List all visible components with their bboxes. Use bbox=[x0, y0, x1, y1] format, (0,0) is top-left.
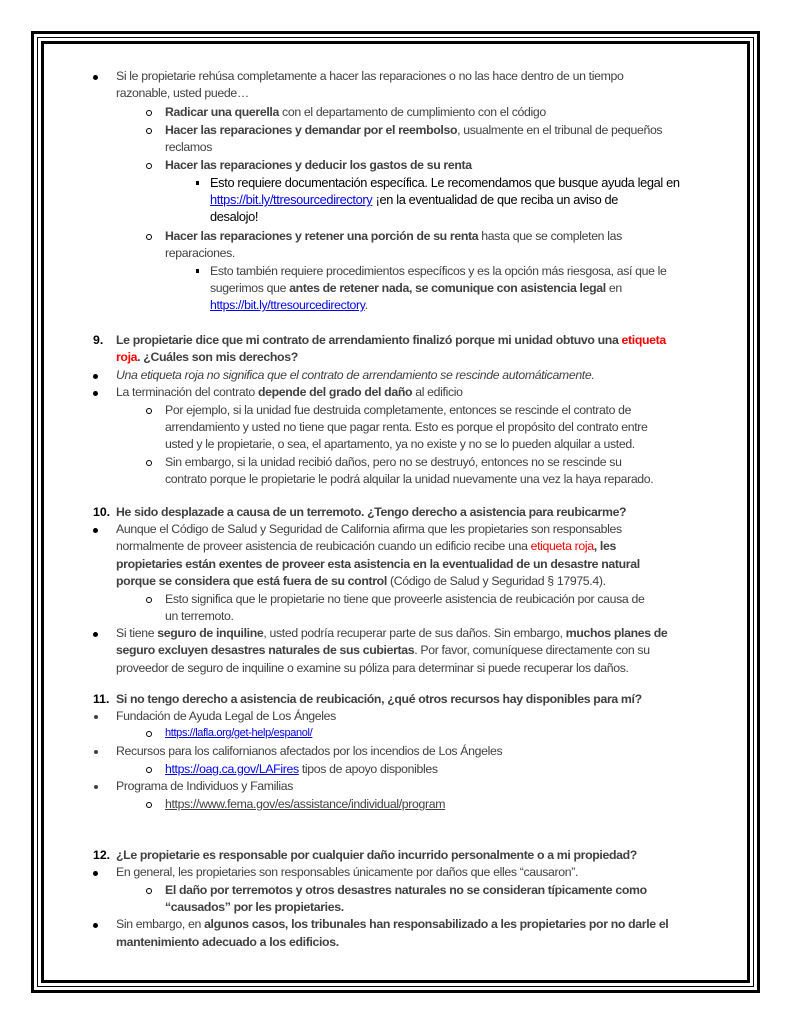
question-11-title: Si no tengo derecho a asistencia de reubicación, ¿qué otros recursos hay disponibles para mí? bbox=[116, 692, 642, 706]
circle-bullet-icon bbox=[146, 110, 152, 116]
fema-link[interactable]: https://www.fema.gov/es/assistance/individual/program bbox=[165, 797, 446, 811]
bullet-icon bbox=[93, 75, 98, 80]
resource-link-row: https://oag.ca.gov/LAFires tipos de apoyo disponibles bbox=[165, 762, 438, 776]
resource-link-row bbox=[165, 725, 312, 741]
resource-label: Programa de Individuos y Familias bbox=[116, 779, 294, 793]
paragraph-text: propietaries están exentes de proveer esta asistencia en la eventualidad de un desastre natural bbox=[116, 557, 640, 571]
question-9-title: Le propietarie dice que mi contrato de arrendamiento finalizó porque mi unidad obtuvo una etiqueta bbox=[116, 333, 666, 347]
bullet-icon bbox=[94, 785, 98, 789]
resource-directory-link[interactable]: https://bit.ly/ttresourcedirectory bbox=[210, 192, 373, 207]
paragraph-text: Si tiene seguro de inquiline, usted podría recuperar parte de sus daños. Sin embargo, muchos planes de bbox=[116, 626, 668, 640]
paragraph-text: seguro excluyen desastres naturales de sus cubiertas. Por favor, comuníquese directamente con su bbox=[116, 643, 650, 657]
question-number: 10. bbox=[93, 505, 111, 519]
question-number: 11. bbox=[93, 692, 110, 706]
bullet-icon bbox=[93, 923, 98, 928]
paragraph-text: razonable, usted puede… bbox=[116, 86, 249, 100]
question-10-title: He sido desplazade a causa de un terremoto. ¿Tengo derecho a asistencia para reubicarme? bbox=[116, 505, 627, 519]
lafla-link[interactable]: https://lafla.org/get-help/espanol/ bbox=[165, 727, 313, 739]
option-retener-cont: reparaciones. bbox=[165, 246, 235, 260]
termination-text: La terminación del contrato depende del grado del daño al edificio bbox=[116, 385, 463, 399]
example-text: contrato porque le propietarie le podrá alquilar la unidad nuevamente una vez la haya reparado. bbox=[165, 472, 654, 486]
circle-bullet-icon bbox=[146, 234, 152, 240]
circle-bullet-icon bbox=[146, 460, 152, 466]
paragraph-text: El daño por terremotos y otros desastres naturales no se consideran típicamente como bbox=[165, 883, 647, 897]
example-text: Por ejemplo, si la unidad fue destruida completamente, entonces se rescinde el contrato de bbox=[165, 403, 632, 417]
paragraph-text: Si le propietarie rehúsa completamente a hacer las reparaciones o no las hace dentro de un tiempo bbox=[116, 69, 624, 83]
square-bullet-icon bbox=[196, 269, 199, 273]
withhold-note: Esto también requiere procedimientos específicos y es la opción más riesgosa, así que le bbox=[210, 264, 667, 278]
circle-bullet-icon bbox=[146, 767, 152, 773]
circle-bullet-icon bbox=[146, 408, 152, 414]
red-tag-note: Una etiqueta roja no significa que el contrato de arrendamiento se rescinde automáticamente. bbox=[116, 368, 595, 382]
circle-bullet-icon bbox=[146, 802, 152, 808]
bullet-icon bbox=[93, 528, 98, 533]
circle-bullet-icon bbox=[146, 731, 152, 737]
deduct-note-line3: desalojo! bbox=[210, 209, 259, 224]
deduct-note-line2: https://bit.ly/ttresourcedirectory ¡en la eventualidad de que reciba un aviso de bbox=[210, 192, 619, 207]
question-number: 12. bbox=[93, 848, 111, 862]
bullet-icon bbox=[94, 750, 98, 754]
circle-bullet-icon bbox=[146, 128, 152, 134]
option-demandar: Hacer las reparaciones y demandar por el reembolso, usualmente en el tribunal de pequeños bbox=[165, 123, 663, 137]
circle-bullet-icon bbox=[146, 888, 152, 894]
paragraph-text: Esto significa que le propietarie no tiene que proveerle asistencia de reubicación por causa de bbox=[165, 592, 645, 606]
paragraph-text: mantenimiento adecuado a los edificios. bbox=[116, 935, 339, 949]
resource-link-row bbox=[165, 796, 445, 812]
question-12-title: ¿Le propietarie es responsable por cualquier daño incurrido personalmente o a mi propiedad? bbox=[116, 848, 637, 862]
square-bullet-icon bbox=[196, 181, 199, 185]
bullet-icon bbox=[93, 871, 98, 876]
paragraph-text: Aunque el Código de Salud y Seguridad de California afirma que les propietaries son responsables bbox=[116, 522, 622, 536]
example-text: arrendamiento y usted no tiene que pagar renta. Esto es porque el propósito del contrato entre bbox=[165, 420, 648, 434]
paragraph-text: proveedor de seguro de inquiline o examine su póliza para determinar si puede recuperar los daños. bbox=[116, 661, 629, 675]
option-retener: Hacer las reparaciones y retener una porción de su renta hasta que se completen las bbox=[165, 229, 622, 243]
option-deducir: Hacer las reparaciones y deducir los gastos de su renta bbox=[165, 158, 472, 172]
bullet-icon bbox=[93, 632, 98, 637]
question-number: 9. bbox=[93, 333, 104, 347]
resource-directory-link[interactable]: https://bit.ly/ttresourcedirectory bbox=[210, 298, 365, 312]
paragraph-text: Sin embargo, en algunos casos, los tribunales han responsabilizado a les propietaries por no darle el bbox=[116, 917, 669, 931]
paragraph-text: un terremoto. bbox=[165, 609, 234, 623]
example-text: usted y le propietarie, o sea, el apartamento, ya no existe y no se lo pueden alquilar a usted. bbox=[165, 437, 635, 451]
paragraph-text: porque se considera que está fuera de su control (Código de Salud y Seguridad § 17975.4). bbox=[116, 574, 606, 588]
question-9-title-cont: roja. ¿Cuáles son mis derechos? bbox=[116, 350, 298, 364]
paragraph-text: “causados” por les propietaries. bbox=[165, 900, 344, 914]
bullet-icon bbox=[93, 391, 98, 396]
circle-bullet-icon bbox=[146, 163, 152, 169]
bullet-icon bbox=[94, 715, 98, 719]
resource-label: Fundación de Ayuda Legal de Los Ángeles bbox=[116, 709, 336, 723]
bullet-icon bbox=[93, 374, 98, 379]
option-radicar: Radicar una querella con el departamento de cumplimiento con el código bbox=[165, 105, 546, 119]
paragraph-text: normalmente de proveer asistencia de reubicación cuando un edificio recibe una etiqueta roja, les bbox=[116, 539, 616, 553]
withhold-note-line3: https://bit.ly/ttresourcedirectory. bbox=[210, 298, 368, 312]
circle-bullet-icon bbox=[146, 597, 152, 603]
withhold-note-line2: sugerimos que antes de retener nada, se comunique con asistencia legal en bbox=[210, 281, 622, 295]
example-text: Sin embargo, si la unidad recibió daños, pero no se destruyó, entonces no se rescinde su bbox=[165, 455, 622, 469]
option-demandar-cont: reclamos bbox=[165, 140, 213, 154]
resource-label: Recursos para los californianos afectados por los incendios de Los Ángeles bbox=[116, 744, 503, 758]
paragraph-text: En general, les propietaries son responsables únicamente por daños que elles “causaron”. bbox=[116, 865, 579, 879]
deduct-note: Esto requiere documentación específica. Le recomendamos que busque ayuda legal en bbox=[210, 175, 680, 190]
oag-lafires-link[interactable]: https://oag.ca.gov/LAFires bbox=[165, 762, 299, 776]
